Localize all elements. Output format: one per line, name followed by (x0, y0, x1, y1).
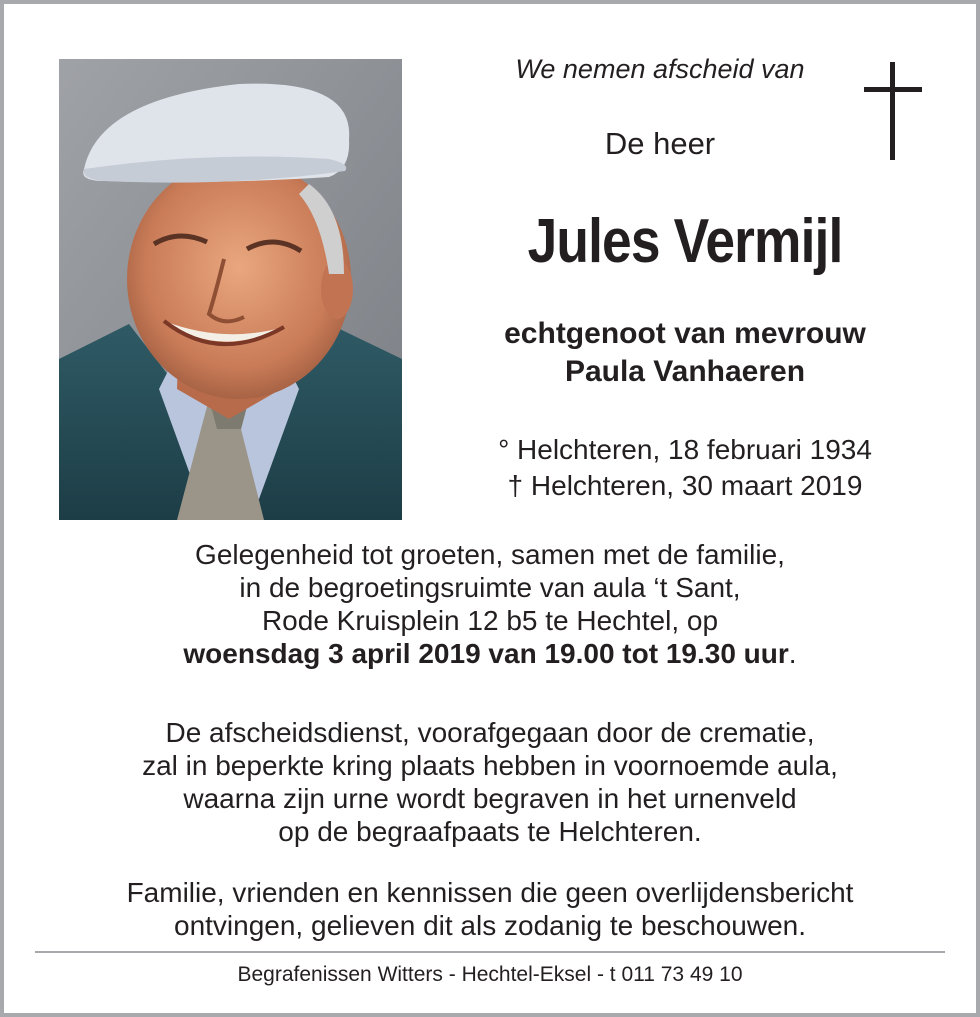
visitation-line-2: in de begroetingsruimte van aula ‘t Sant, (239, 572, 741, 603)
death-date: † Helchteren, 30 maart 2019 (507, 470, 863, 501)
closing-line-1: Familie, vrienden en kennissen die geen overlijdensbericht (126, 877, 854, 908)
visitation-line-1: Gelegenheid tot groeten, samen met de familie, (195, 539, 785, 570)
intro-text: We nemen afscheid van (515, 54, 805, 84)
service-line-3: waarna zijn urne wordt begraven in het urnenveld (183, 783, 797, 814)
spouse-name: Paula Vanhaeren (564, 355, 806, 388)
life-dates (430, 432, 940, 504)
spouse-block (430, 315, 940, 391)
visitation-datetime: woensdag 3 april 2019 van 19.00 tot 19.30 uur (183, 638, 789, 669)
divider (35, 951, 945, 953)
service-block (0, 716, 980, 848)
visitation-line-3: Rode Kruisplein 12 b5 te Hechtel, op (261, 605, 719, 636)
portrait-photo (59, 59, 402, 520)
funeral-home-footer: Begrafenissen Witters - Hechtel-Eksel - t 011 73 49 10 (237, 963, 743, 986)
service-line-1: De afscheidsdienst, voorafgegaan door de crematie, (165, 717, 815, 748)
visitation-datetime-line (0, 637, 980, 670)
visitation-period: . (788, 638, 797, 669)
visitation-block (0, 538, 980, 670)
service-line-4: op de begraafpaats te Helchteren. (278, 816, 702, 847)
closing-block (0, 876, 980, 942)
honorific-title: De heer (604, 126, 716, 161)
birth-date: ° Helchteren, 18 februari 1934 (498, 434, 872, 465)
deceased-name: Jules Vermijl (527, 207, 843, 276)
spouse-line-1: echtgenoot van mevrouw (504, 317, 866, 350)
closing-line-2: ontvingen, gelieven dit als zodanig te beschouwen. (174, 910, 806, 941)
service-line-2: zal in beperkte kring plaats hebben in voornoemde aula, (142, 750, 838, 781)
